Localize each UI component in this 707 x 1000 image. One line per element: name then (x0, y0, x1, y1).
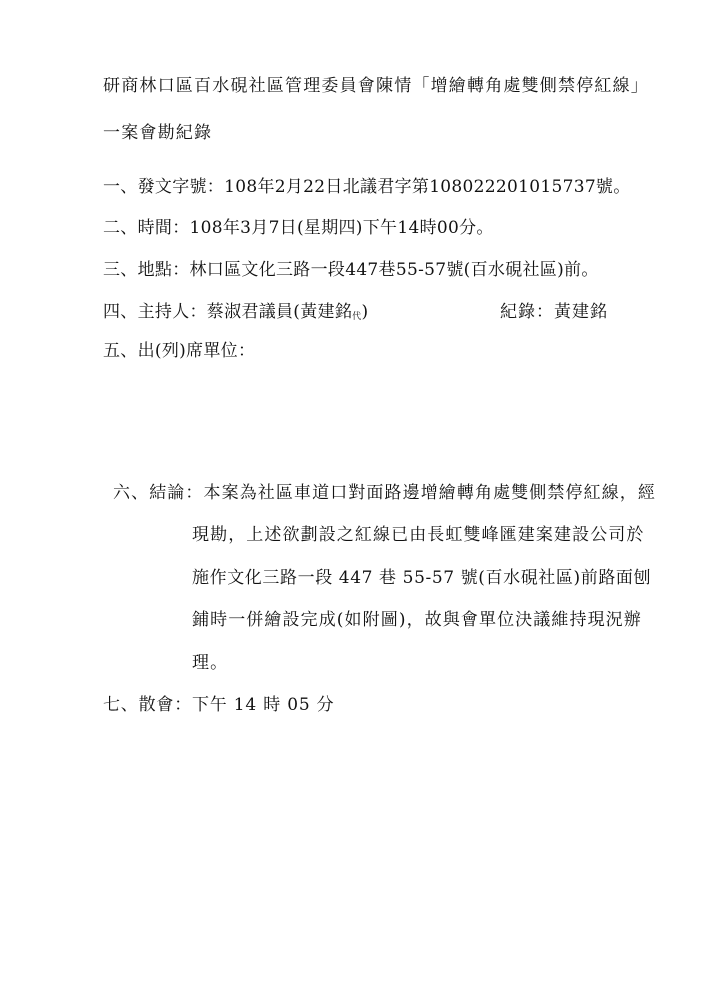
host-text-end: ) (361, 302, 369, 322)
host-text: 四、主持人：蔡淑君議員(黃建銘 (103, 302, 353, 322)
conclusion-line-1: 六、結論：本案為社區車道口對面路邊增繪轉角處雙側禁停紅線，經 (113, 483, 656, 503)
item-adjourn: 七、散會：下午 14 時 05 分 (103, 695, 335, 715)
document-title-line-1: 研商林口區百水硯社區管理委員會陳情「增繪轉角處雙側禁停紅線」 (103, 76, 649, 96)
conclusion-line-5: 理。 (192, 653, 229, 673)
item-attendees: 五、出(列)席單位： (103, 341, 256, 361)
conclusion-line-4: 鋪時一併繪設完成(如附圖)，故與會單位決議維持現況辦 (192, 610, 642, 630)
item-document-number: 一、發文字號：108年2月22日北議君字第108022201015737號。 (103, 177, 631, 197)
item-location: 三、地點：林口區文化三路一段447巷55-57號(百水硯社區)前。 (103, 260, 599, 280)
item-recorder: 紀錄：黃建銘 (500, 302, 608, 322)
document-title-line-2: 一案會勘紀錄 (103, 123, 213, 143)
host-proxy-mark: 代 (352, 312, 362, 322)
conclusion-line-3: 施作文化三路一段 447 巷 55-57 號(百水硯社區)前路面刨 (192, 568, 652, 588)
item-host (103, 301, 368, 328)
conclusion-line-2: 現勘，上述欲劃設之紅線已由長虹雙峰匯建案建設公司於 (192, 525, 645, 545)
item-time: 二、時間：108年3月7日(星期四)下午14時00分。 (103, 218, 494, 238)
